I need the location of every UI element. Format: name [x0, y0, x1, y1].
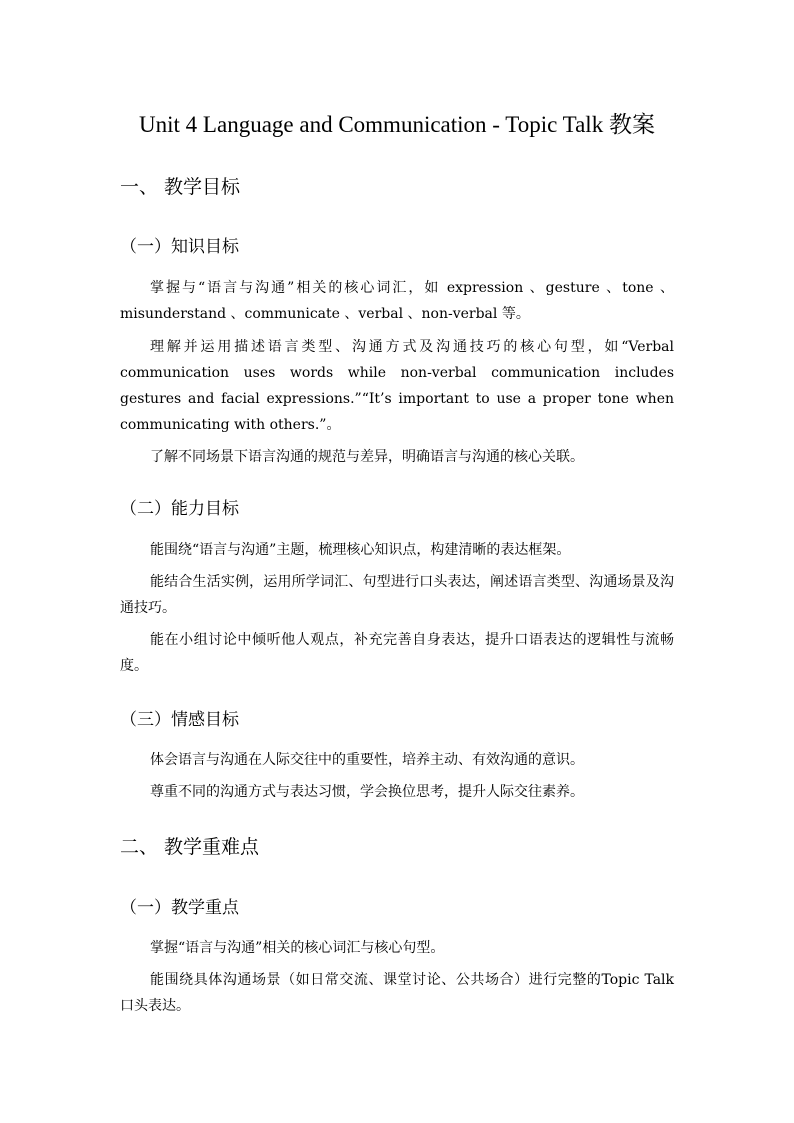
subsection-heading-emotional-objectives: （三）情感目标 — [120, 710, 239, 730]
section-heading-teaching-objectives: 一、 教学目标 — [120, 176, 241, 198]
paragraph-expression-framework: 能围绕“语言与沟通”主题，梳理核心知识点，构建清晰的表达框架。 — [150, 542, 571, 558]
paragraph-core-sentence-patterns: 理解并运用描述语言类型、沟通方式及沟通技巧的核心句型，如“Verbal communication uses words while non-verbal communication includes gestures and facial expressions.”“It’s important to use a proper tone when communicating with others.”。 — [120, 339, 674, 433]
section-heading-key-difficult-points: 二、 教学重难点 — [120, 836, 260, 858]
paragraph-topic-talk-scenarios: 能围绕具体沟通场景（如日常交流、课堂讨论、公共场合）进行完整的Topic Talk 口头表达。 — [120, 972, 674, 1014]
subsection-heading-ability-objectives: （二）能力目标 — [120, 499, 239, 519]
paragraph-oral-expression: 能结合生活实例，运用所学词汇、句型进行口头表达，阐述语言类型、沟通场景及沟通技巧。 — [120, 574, 674, 616]
paragraph-group-discussion: 能在小组讨论中倾听他人观点，补充完善自身表达，提升口语表达的逻辑性与流畅度。 — [120, 632, 674, 674]
paragraph-master-vocabulary-sentences: 掌握“语言与沟通”相关的核心词汇与核心句型。 — [150, 940, 445, 956]
subsection-heading-teaching-focus: （一）教学重点 — [120, 898, 239, 918]
document-title: Unit 4 Language and Communication - Topic Talk 教案 — [139, 112, 655, 137]
paragraph-respect-communication-styles: 尊重不同的沟通方式与表达习惯，学会换位思考，提升人际交往素养。 — [150, 784, 584, 800]
subsection-heading-knowledge-objectives: （一）知识目标 — [120, 237, 239, 257]
paragraph-importance-of-communication: 体会语言与沟通在人际交往中的重要性，培养主动、有效沟通的意识。 — [150, 752, 584, 768]
paragraph-communication-norms: 了解不同场景下语言沟通的规范与差异，明确语言与沟通的核心关联。 — [150, 449, 584, 465]
paragraph-core-vocabulary: 掌握与“语言与沟通”相关的核心词汇，如 expression 、gesture 、tone 、misunderstand 、communicate 、verbal 、non-verbal 等。 — [120, 280, 674, 322]
